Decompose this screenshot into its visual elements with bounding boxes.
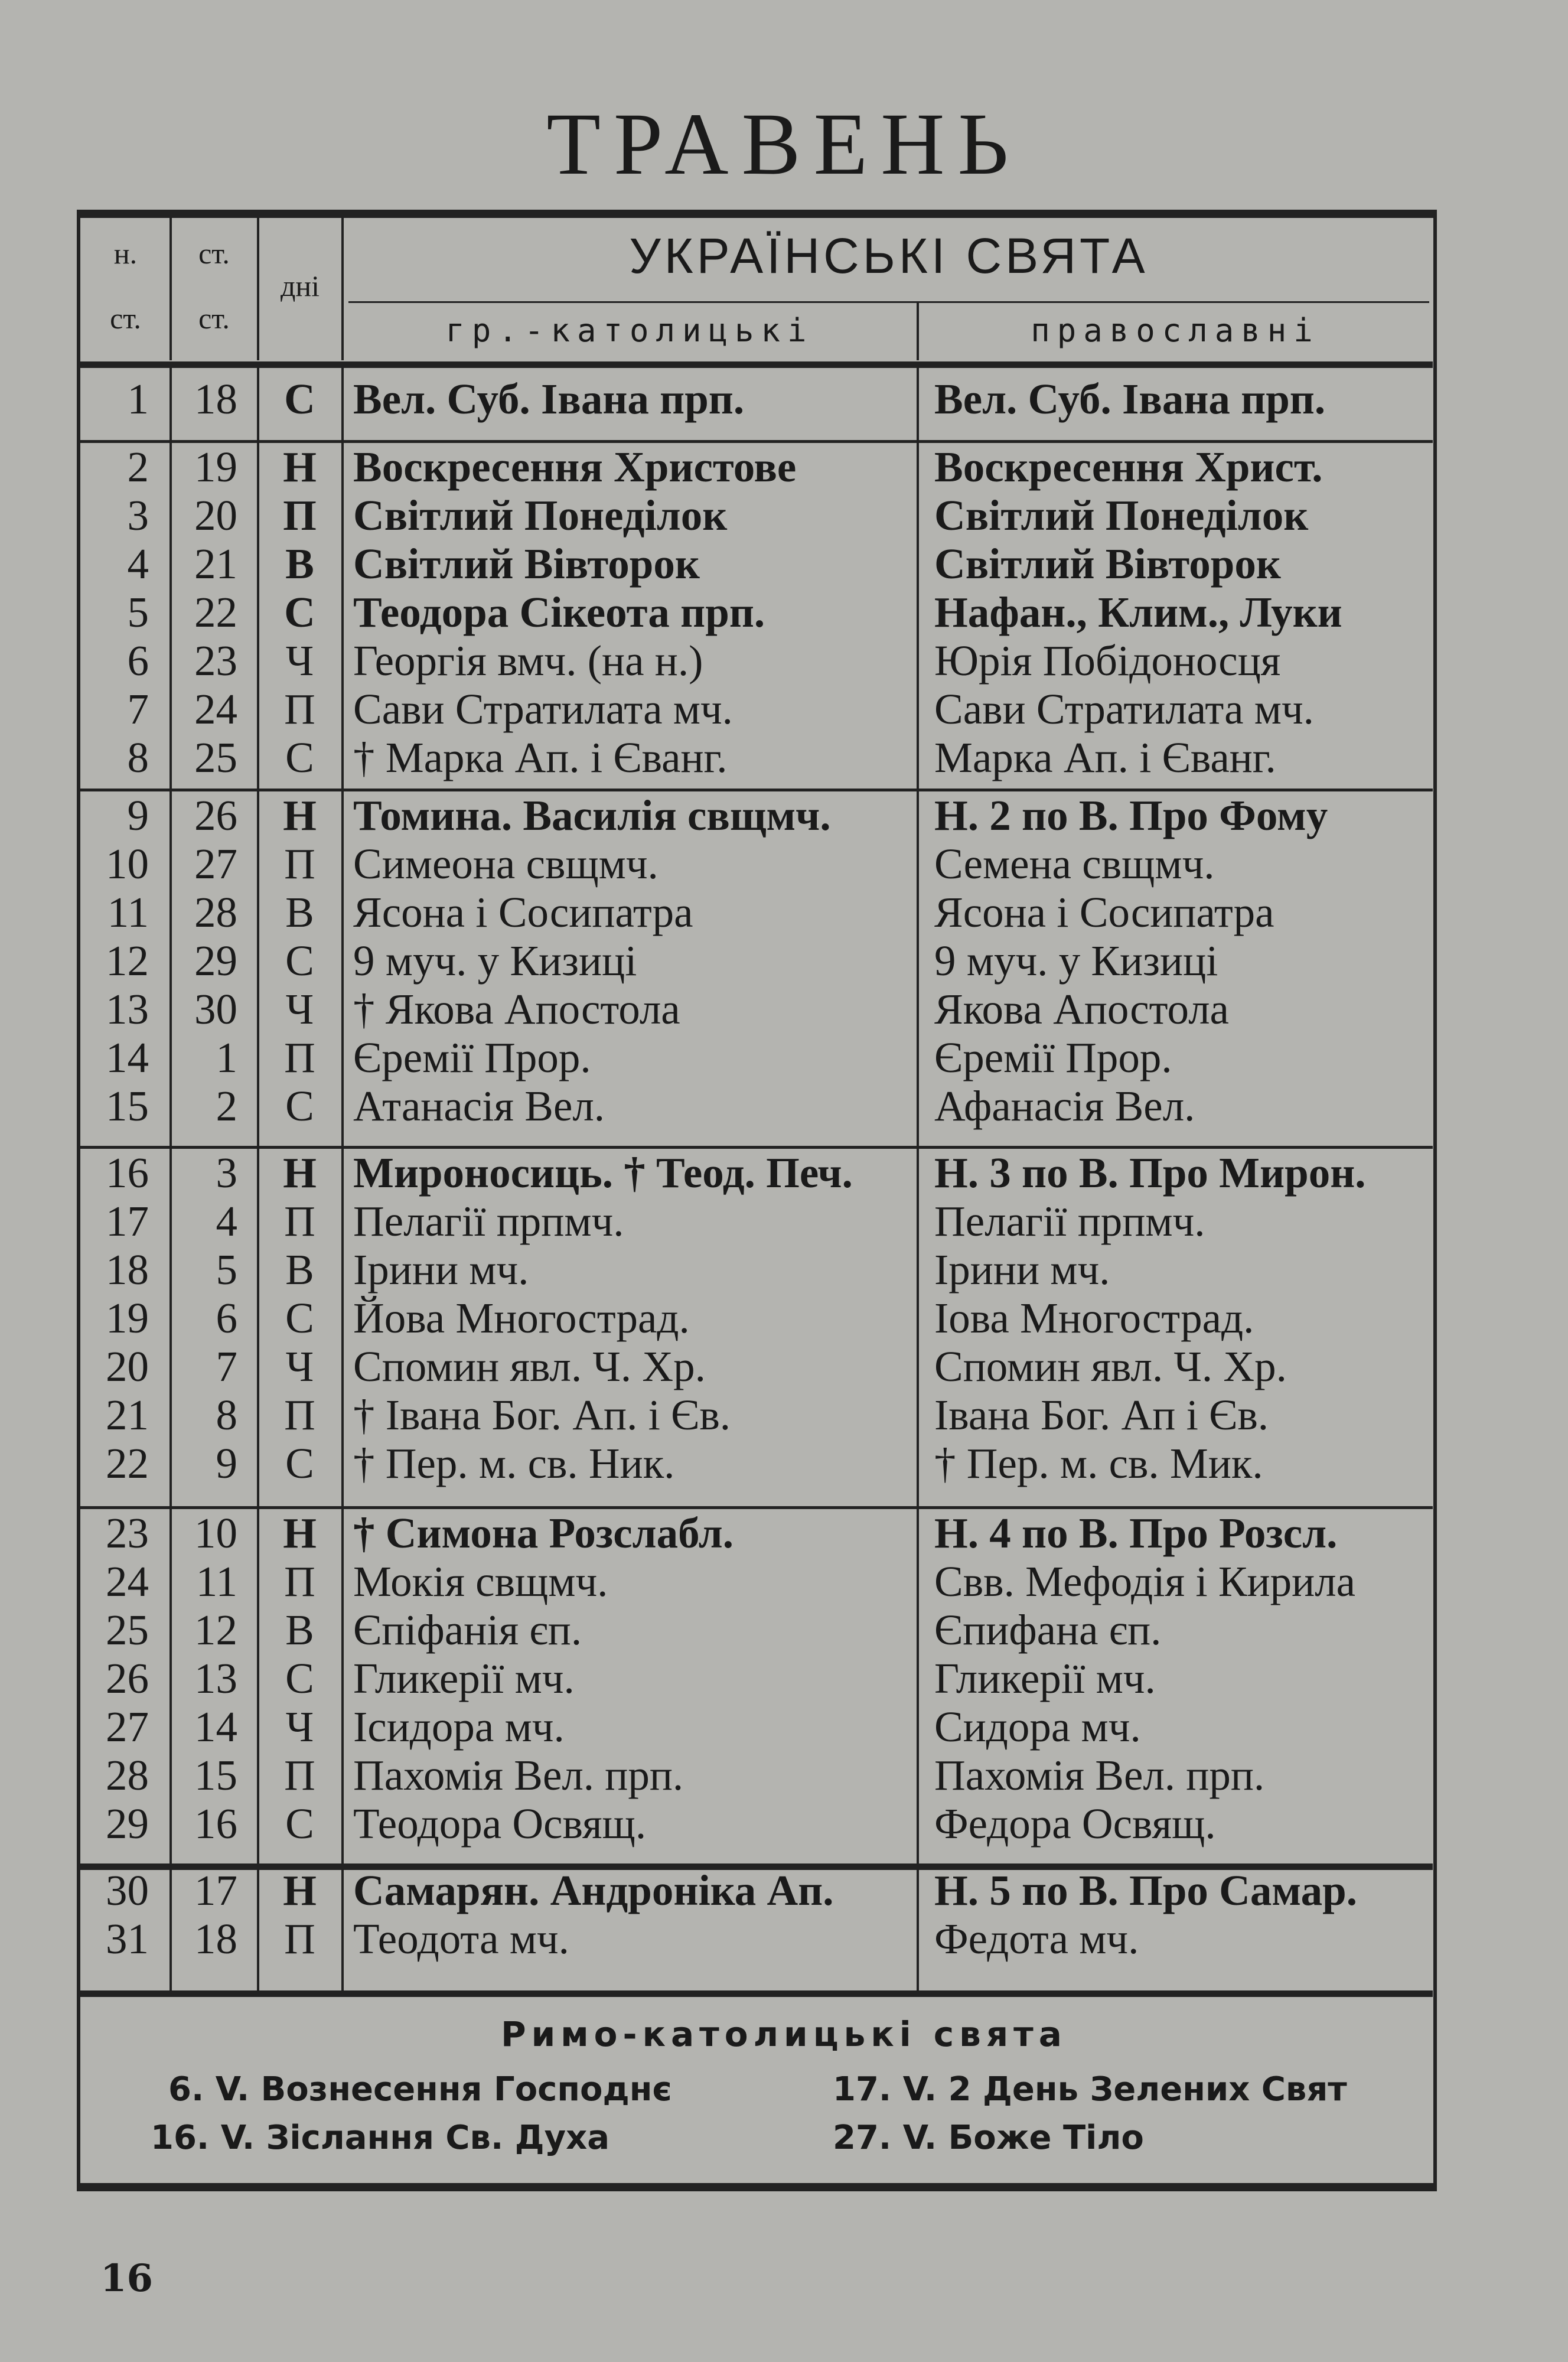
header-ss-bottom: ст. [198, 302, 230, 335]
weekday: Н [283, 1509, 317, 1557]
new-style-date: 6 [127, 637, 149, 685]
column-divider [169, 1502, 172, 1865]
page-title: ТРАВЕНЬ [546, 95, 1022, 193]
column-divider [257, 368, 259, 441]
column-divider [341, 1859, 344, 1992]
greek-catholic-holiday: Ірини мч. [353, 1246, 529, 1294]
old-style-date: 6 [216, 1294, 237, 1342]
header-orthodox: православні [1031, 312, 1320, 349]
new-style-date: 21 [106, 1391, 149, 1439]
roman-holiday-item: 27. V. Боже Тіло [833, 2119, 1144, 2157]
old-style-date: 5 [216, 1246, 237, 1294]
orthodox-holiday: Гликерії мч. [934, 1654, 1156, 1702]
new-style-date: 15 [106, 1082, 149, 1130]
greek-catholic-holiday: Георгія вмч. (на н.) [353, 637, 703, 685]
orthodox-holiday: Вел. Суб. Івана прп. [934, 375, 1326, 423]
old-style-date: 14 [194, 1703, 237, 1751]
column-divider [169, 784, 172, 1147]
orthodox-holiday: 9 муч. у Кизиці [934, 937, 1218, 985]
column-divider [257, 1502, 259, 1865]
old-style-date: 17 [194, 1866, 237, 1914]
greek-catholic-holiday: Єремії Прор. [353, 1034, 591, 1081]
old-style-date: 20 [194, 491, 237, 539]
header-ns-bottom: ст. [110, 302, 141, 335]
old-style-date: 15 [194, 1751, 237, 1799]
old-style-date: 1 [216, 1034, 237, 1081]
weekday: С [285, 1800, 314, 1848]
greek-catholic-holiday: † Симона Розслабл. [353, 1509, 734, 1557]
old-style-date: 18 [194, 1915, 237, 1963]
old-style-date: 11 [195, 1558, 237, 1605]
new-style-date: 16 [106, 1149, 149, 1197]
old-style-date: 30 [194, 985, 237, 1033]
weekday: П [283, 491, 317, 539]
weekday: П [284, 1558, 315, 1605]
new-style-date: 20 [106, 1343, 149, 1390]
orthodox-holiday: Афанасія Вел. [934, 1082, 1195, 1130]
greek-catholic-holiday: Воскресення Христове [353, 443, 797, 491]
old-style-date: 2 [216, 1082, 237, 1130]
column-divider [257, 1859, 259, 1992]
greek-catholic-holiday: Світлий Вівторок [353, 540, 700, 588]
new-style-date: 29 [106, 1800, 149, 1848]
old-style-date: 26 [194, 791, 237, 839]
greek-catholic-holiday: † Якова Апостола [353, 985, 680, 1033]
roman-holiday-item: 16. V. Зіслання Св. Духа [151, 2119, 609, 2157]
new-style-date: 25 [106, 1606, 149, 1654]
orthodox-holiday: Івана Бог. Ап і Єв. [934, 1391, 1269, 1439]
old-style-date: 29 [194, 937, 237, 985]
column-divider [917, 368, 919, 441]
column-divider [341, 216, 344, 360]
column-divider [257, 216, 259, 360]
weekday: С [285, 1082, 314, 1130]
orthodox-holiday: Федота мч. [934, 1915, 1139, 1963]
new-style-date: 3 [127, 491, 149, 539]
page-number: 16 [100, 2256, 154, 2301]
greek-catholic-holiday: Теодора Освящ. [353, 1800, 647, 1848]
weekday: В [285, 1246, 314, 1294]
column-divider [341, 436, 344, 790]
orthodox-holiday: Федора Освящ. [934, 1800, 1216, 1848]
weekday: С [284, 588, 315, 636]
weekday: Ч [285, 1703, 314, 1751]
orthodox-holiday: † Пер. м. св. Мик. [934, 1439, 1263, 1487]
header-ns-top: н. [113, 237, 138, 270]
orthodox-holiday: Воскресення Христ. [934, 443, 1323, 491]
weekday: С [285, 1439, 314, 1487]
new-style-date: 12 [106, 937, 149, 985]
new-style-date: 8 [127, 734, 149, 781]
orthodox-holiday: Н. 4 по В. Про Розсл. [934, 1509, 1338, 1557]
new-style-date: 23 [106, 1509, 149, 1557]
weekday: С [285, 937, 314, 985]
new-style-date: 2 [127, 443, 149, 491]
new-style-date: 7 [127, 685, 149, 733]
new-style-date: 11 [107, 888, 149, 936]
new-style-date: 10 [106, 840, 149, 888]
weekday: В [285, 1606, 314, 1654]
new-style-date: 9 [127, 791, 149, 839]
greek-catholic-holiday: Сави Стратилата мч. [353, 685, 733, 733]
roman-catholic-title: Римо-католицькі свята [501, 2014, 1067, 2054]
old-style-date: 18 [194, 375, 237, 423]
greek-catholic-holiday: 9 муч. у Кизиці [353, 937, 637, 985]
greek-catholic-holiday: † Івана Бог. Ап. і Єв. [353, 1391, 731, 1439]
weekday: П [284, 840, 315, 888]
orthodox-holiday: Ірини мч. [934, 1246, 1110, 1294]
old-style-date: 4 [216, 1197, 237, 1245]
old-style-date: 22 [194, 588, 237, 636]
header-greek-catholic: гр.-католицькі [445, 312, 814, 349]
greek-catholic-holiday: † Марка Ап. і Єванг. [353, 734, 728, 781]
old-style-date: 13 [194, 1654, 237, 1702]
greek-catholic-holiday: Ісидора мч. [353, 1703, 565, 1751]
column-divider [257, 436, 259, 790]
new-style-date: 17 [106, 1197, 149, 1245]
new-style-date: 13 [106, 985, 149, 1033]
orthodox-holiday: Якова Апостола [934, 985, 1229, 1033]
column-divider [169, 436, 172, 790]
new-style-date: 5 [127, 588, 149, 636]
header-ukrainian-holidays: УКРАЇНСЬКІ СВЯТА [629, 228, 1149, 284]
old-style-date: 28 [194, 888, 237, 936]
greek-catholic-holiday: Симеона свщмч. [353, 840, 659, 888]
new-style-date: 30 [106, 1866, 149, 1914]
new-style-date: 27 [106, 1703, 149, 1751]
greek-catholic-holiday: Томина. Василія свщмч. [353, 791, 831, 839]
weekday: В [285, 540, 314, 588]
column-divider [169, 1859, 172, 1992]
weekday: Ч [285, 1343, 314, 1390]
weekday: Ч [285, 637, 314, 685]
greek-catholic-holiday: Атанасія Вел. [353, 1082, 605, 1130]
weekday: Н [283, 1149, 317, 1197]
greek-catholic-holiday: Спомин явл. Ч. Хр. [353, 1343, 706, 1390]
new-style-date: 4 [127, 540, 149, 588]
new-style-date: 28 [106, 1751, 149, 1799]
weekday: С [285, 1294, 314, 1342]
new-style-date: 26 [106, 1654, 149, 1702]
column-divider [341, 1502, 344, 1865]
weekday: П [284, 685, 315, 733]
column-divider [917, 1142, 919, 1507]
old-style-date: 27 [194, 840, 237, 888]
orthodox-holiday: Світлий Вівторок [934, 540, 1281, 588]
weekday: П [284, 1197, 315, 1245]
column-divider [917, 436, 919, 790]
greek-catholic-holiday: Пелагії прпмч. [353, 1197, 624, 1245]
weekday: С [285, 734, 314, 781]
orthodox-holiday: Нафан., Клим., Луки [934, 588, 1342, 636]
orthodox-holiday: Ясона і Сосипатра [934, 888, 1274, 936]
greek-catholic-holiday: Теодора Сікеота прп. [353, 588, 765, 636]
orthodox-holiday: Свв. Мефодія і Кирила [934, 1558, 1355, 1605]
old-style-date: 16 [194, 1800, 237, 1848]
roman-holiday-item: 6. V. Вознесення Господнє [168, 2070, 672, 2109]
weekday: П [284, 1915, 315, 1963]
roman-holiday-item: 17. V. 2 День Зелених Свят [833, 2070, 1347, 2109]
weekday: Ч [285, 985, 314, 1033]
weekday: Н [283, 1866, 317, 1914]
orthodox-holiday: Єпифана єп. [934, 1606, 1162, 1654]
greek-catholic-holiday: Гликерії мч. [353, 1654, 575, 1702]
header-ss-top: ст. [198, 237, 230, 270]
new-style-date: 1 [127, 375, 149, 423]
header-days: дні [280, 269, 320, 302]
orthodox-holiday: Н. 5 по В. Про Самар. [934, 1866, 1357, 1914]
orthodox-holiday: Спомин явл. Ч. Хр. [934, 1343, 1287, 1390]
weekday: П [284, 1034, 315, 1081]
column-divider [169, 216, 172, 360]
old-style-date: 7 [216, 1343, 237, 1390]
weekday: П [284, 1751, 315, 1799]
greek-catholic-holiday: † Пер. м. св. Ник. [353, 1439, 675, 1487]
orthodox-holiday: Світлий Понеділок [934, 491, 1309, 539]
orthodox-holiday: Сави Стратилата мч. [934, 685, 1314, 733]
header-subrule [348, 301, 1429, 303]
new-style-date: 14 [106, 1034, 149, 1081]
column-divider [169, 368, 172, 441]
greek-catholic-holiday: Мироносиць. † Теод. Печ. [353, 1149, 853, 1197]
orthodox-holiday: Марка Ап. і Єванг. [934, 734, 1276, 781]
old-style-date: 25 [194, 734, 237, 781]
old-style-date: 9 [216, 1439, 237, 1487]
column-divider [917, 1502, 919, 1865]
greek-catholic-holiday: Пахомія Вел. прп. [353, 1751, 684, 1799]
weekday: В [285, 888, 314, 936]
orthodox-holiday: Юрія Побідоносця [934, 637, 1281, 685]
greek-catholic-holiday: Єпіфанія єп. [353, 1606, 582, 1654]
weekday: С [285, 1654, 314, 1702]
greek-catholic-holiday: Ясона і Сосипатра [353, 888, 693, 936]
orthodox-holiday: Єремії Прор. [934, 1034, 1172, 1081]
column-divider [169, 1142, 172, 1507]
new-style-date: 18 [106, 1246, 149, 1294]
new-style-date: 31 [106, 1915, 149, 1963]
greek-catholic-holiday: Самарян. Андроніка Ап. [353, 1866, 834, 1914]
weekday: П [284, 1391, 315, 1439]
column-divider [917, 784, 919, 1147]
table-bottom-rule [80, 1990, 1433, 1997]
new-style-date: 19 [106, 1294, 149, 1342]
orthodox-holiday: Н. 3 по В. Про Мирон. [934, 1149, 1366, 1197]
greek-catholic-holiday: Вел. Суб. Івана прп. [353, 375, 745, 423]
greek-catholic-holiday: Теодота мч. [353, 1915, 569, 1963]
orthodox-holiday: Н. 2 по В. Про Фому [934, 791, 1328, 839]
old-style-date: 21 [194, 540, 237, 588]
greek-catholic-holiday: Мокія свщмч. [353, 1558, 608, 1605]
orthodox-holiday: Пелагії прпмч. [934, 1197, 1205, 1245]
column-divider [917, 1859, 919, 1992]
old-style-date: 23 [194, 637, 237, 685]
weekday: Н [283, 443, 317, 491]
column-divider [341, 784, 344, 1147]
new-style-date: 22 [106, 1439, 149, 1487]
column-divider [341, 368, 344, 441]
orthodox-holiday: Пахомія Вел. прп. [934, 1751, 1265, 1799]
orthodox-holiday: Семена свщмч. [934, 840, 1215, 888]
new-style-date: 24 [106, 1558, 149, 1605]
old-style-date: 8 [216, 1391, 237, 1439]
old-style-date: 24 [194, 685, 237, 733]
old-style-date: 12 [194, 1606, 237, 1654]
greek-catholic-holiday: Йова Многострад. [353, 1294, 690, 1342]
column-divider [341, 1142, 344, 1507]
header-rule [80, 361, 1433, 368]
old-style-date: 10 [194, 1509, 237, 1557]
greek-catholic-holiday: Світлий Понеділок [353, 491, 728, 539]
weekday: Н [283, 791, 317, 839]
old-style-date: 3 [216, 1149, 237, 1197]
column-divider [917, 302, 919, 360]
orthodox-holiday: Іова Многострад. [934, 1294, 1254, 1342]
weekday: С [284, 375, 315, 423]
old-style-date: 19 [194, 443, 237, 491]
column-divider [257, 784, 259, 1147]
column-divider [257, 1142, 259, 1507]
orthodox-holiday: Сидора мч. [934, 1703, 1141, 1751]
